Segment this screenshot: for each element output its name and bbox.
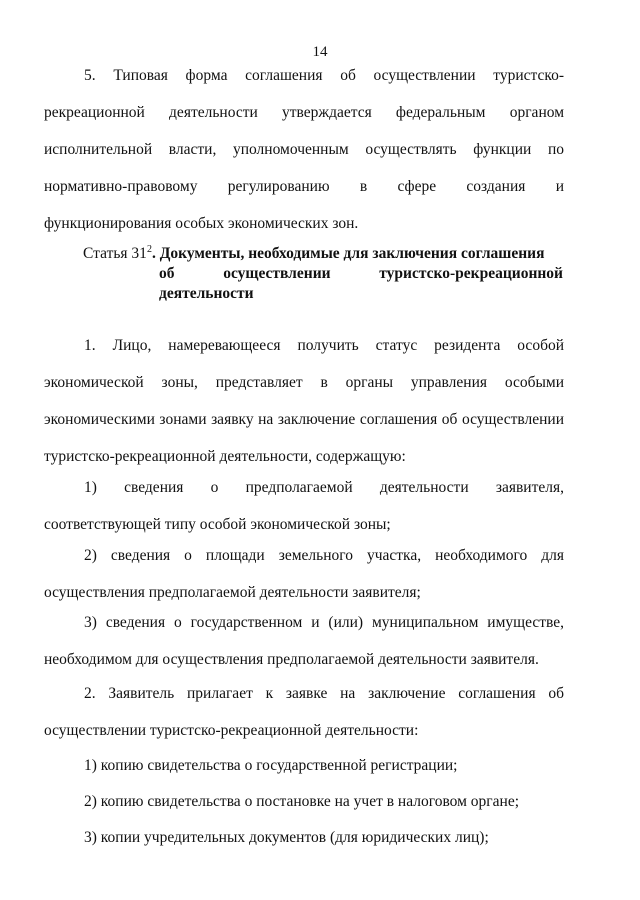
paragraph-line: нормативно-правовому регулированию в сфере создания и <box>44 178 564 195</box>
paragraph-line: 2) сведения о площади земельного участка, необходимого для <box>84 547 564 564</box>
paragraph-line: рекреационной деятельности утверждается федеральным органом <box>44 104 564 121</box>
paragraph-line: туристско-рекреационной деятельности, содержащую: <box>44 448 406 465</box>
list-item: 2) копию свидетельства о постановке на учет в налоговом органе; <box>84 793 520 810</box>
paragraph-line: 3) сведения о государственном и (или) муниципальном имуществе, <box>84 614 564 631</box>
paragraph-line: экономическими зонами заявку на заключение соглашения об осуществлении <box>44 411 564 428</box>
paragraph-line: 5. Типовая форма соглашения об осуществлении туристско- <box>84 67 564 84</box>
article-number: Статья 31 <box>83 245 147 262</box>
paragraph-line: осуществления предполагаемой деятельности заявителя; <box>44 584 421 601</box>
paragraph-line: функционирования особых экономических зон. <box>44 215 359 232</box>
paragraph-line: 2. Заявитель прилагает к заявке на заключение соглашения об <box>84 685 564 702</box>
paragraph-line: 1. Лицо, намеревающееся получить статус резидента особой <box>84 337 564 354</box>
page-number: 14 <box>312 44 328 60</box>
article-title: Документы, необходимые для заключения соглашения <box>159 245 545 262</box>
paragraph-line: исполнительной власти, уполномоченным осуществлять функции по <box>44 141 564 158</box>
paragraph-line: соответствующей типу особой экономической зоны; <box>44 516 391 533</box>
article-heading-line <box>83 244 563 264</box>
article-superscript: 2 <box>146 243 152 255</box>
list-item: 1) копию свидетельства о государственной регистрации; <box>84 757 458 774</box>
article-title-line: деятельности <box>159 285 254 302</box>
list-item: 3) копии учредительных документов (для юридических лиц); <box>84 829 489 846</box>
paragraph-line: осуществлении туристско-рекреационной деятельности: <box>44 722 419 739</box>
article-separator: . <box>151 245 160 262</box>
paragraph-line: 1) сведения о предполагаемой деятельности заявителя, <box>84 479 564 496</box>
article-title-line: об осуществлении туристско-рекреационной <box>159 265 563 282</box>
paragraph-line: экономической зоны, представляет в органы управления особыми <box>44 374 564 391</box>
paragraph-line: необходимом для осуществления предполагаемой деятельности заявителя. <box>44 651 539 668</box>
